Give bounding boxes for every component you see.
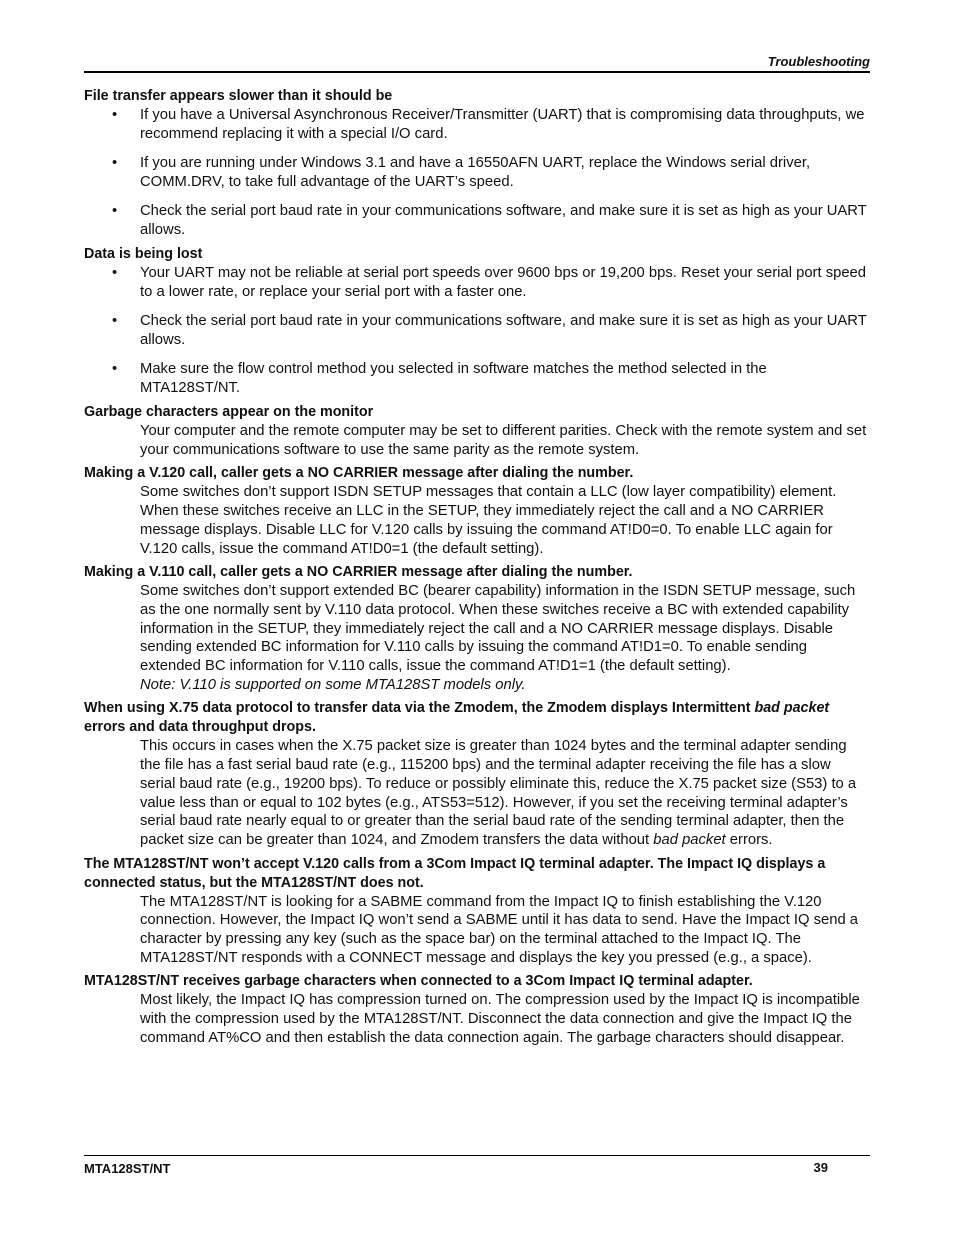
section-v120-no-carrier <box>84 464 870 558</box>
section-garbage-characters <box>84 403 870 459</box>
section-heading: Garbage characters appear on the monitor <box>84 404 374 420</box>
section-note: Note: V.110 is supported on some MTA128ST models only. <box>140 676 526 693</box>
list-item: • Your UART may not be reliable at serial port speeds over 9600 bps or 19,200 bps. Reset your serial port speed to a lower rate, or replace your serial port with a faster one. <box>112 265 867 300</box>
section-x75-zmodem <box>84 699 870 849</box>
section-v110-no-carrier <box>84 563 870 694</box>
section-title: Troubleshooting <box>767 54 870 69</box>
bullet-list <box>84 106 870 240</box>
section-impact-iq-v120 <box>84 855 870 968</box>
page-number: 39 <box>813 1160 828 1175</box>
bullet-icon: • <box>112 313 118 329</box>
section-heading: Making a V.110 call, caller gets a NO CARRIER message after dialing the number. <box>84 564 633 581</box>
section-data-lost <box>84 245 870 398</box>
section-heading: Making a V.120 call, caller gets a NO CARRIER message after dialing the number. <box>84 465 634 482</box>
section-heading: File transfer appears slower than it should be <box>84 88 393 104</box>
list-item: • If you are running under Windows 3.1 and have a 16550AFN UART, replace the Windows serial driver, COMM.DRV, to take full advantage of the UART’s speed. <box>112 155 811 190</box>
bullet-icon: • <box>112 155 118 171</box>
section-body: Some switches don’t support extended BC (bearer capability) information in the ISDN SETUP message, such as the one normally sent by V.110 data protocol. When these switches receive a BC with extended capability information in the SETUP, they immediately reject the call and a NO CARRIER message displays. Disable sending extended BC information for V.110 calls by issuing the command AT!D1=0. To enable sending extended BC information for V.110 calls, issue the command AT!D1=1 (the default setting). <box>140 583 856 675</box>
list-item: • Check the serial port baud rate in your communications software, and make sure it is set as high as your UART allows. <box>112 313 867 348</box>
section-heading: When using X.75 data protocol to transfer data via the Zmodem, the Zmodem displays Intermittent bad packet errors and data throughput drops. <box>84 700 830 736</box>
section-body: Most likely, the Impact IQ has compression turned on. The compression used by the Impact IQ is incompatible with the compression used by the MTA128ST/NT. Disconnect the data connection and give the Impact IQ the command AT%CO and then establish the data connection again. The garbage characters should disappear. <box>140 992 860 1046</box>
document-name: MTA128ST/NT <box>84 1161 171 1176</box>
bullet-icon: • <box>112 107 118 123</box>
bullet-icon: • <box>112 361 118 377</box>
section-heading: Data is being lost <box>84 246 203 262</box>
page-content <box>84 87 870 1048</box>
list-item: • If you have a Universal Asynchronous Receiver/Transmitter (UART) that is compromising data throughputs, we recommend replacing it with a special I/O card. <box>112 107 865 142</box>
section-impact-iq-garbage <box>84 972 870 1047</box>
section-body: Your computer and the remote computer may be set to different parities. Check with the remote system and set your communications software to use the same parity as the remote system. <box>140 423 867 458</box>
page-header <box>84 53 870 73</box>
section-body: This occurs in cases when the X.75 packet size is greater than 1024 bytes and the terminal adapter sending the file has a fast serial baud rate (e.g., 115200 bps) and the terminal adapter receiving the file has a slow serial baud rate (e.g., 19200 bps). To reduce or possibly eliminate this, reduce the X.75 packet size (S53) to a value less than or equal to 102 bytes (e.g., ATS53=512). However, if you set the receiving terminal adapter’s serial baud rate nearly equal to or greater than the serial baud rate of the sending terminal adapter, then the packet size can be greater than 1024, and Zmodem transfers the data without bad packet errors. <box>140 738 857 848</box>
section-heading: MTA128ST/NT receives garbage characters when connected to a 3Com Impact IQ terminal adapter. <box>84 973 753 990</box>
bullet-icon: • <box>112 203 118 219</box>
section-heading: The MTA128ST/NT won’t accept V.120 calls from a 3Com Impact IQ terminal adapter. The Impact IQ displays a connected status, but the MTA128ST/NT does not. <box>84 855 826 891</box>
bullet-icon: • <box>112 265 118 281</box>
bullet-list <box>84 264 870 398</box>
section-file-transfer-slow <box>84 87 870 240</box>
section-body: Some switches don’t support ISDN SETUP messages that contain a LLC (low layer compatibility) element. When these switches receive an LLC in the SETUP, they immediately reject the call and a NO CARRIER message displays. Disable LLC for V.120 calls by issuing the command AT!D0=0. To enable LLC again for V.120 calls, issue the command AT!D0=1 (the default setting). <box>140 484 837 557</box>
section-body: The MTA128ST/NT is looking for a SABME command from the Impact IQ to finish establishing the V.120 connection. However, the Impact IQ won’t send a SABME until it has data to send. Have the Impact IQ send a character by pressing any key (such as the space bar) on the terminal attached to the Impact IQ. The MTA128ST/NT responds with a CONNECT message and displays the key you pressed (e.g., a space). <box>140 893 859 966</box>
list-item: • Make sure the flow control method you selected in software matches the method selected in the MTA128ST/NT. <box>112 361 767 396</box>
page-footer <box>84 1155 870 1178</box>
list-item: • Check the serial port baud rate in your communications software, and make sure it is set as high as your UART allows. <box>112 203 867 238</box>
